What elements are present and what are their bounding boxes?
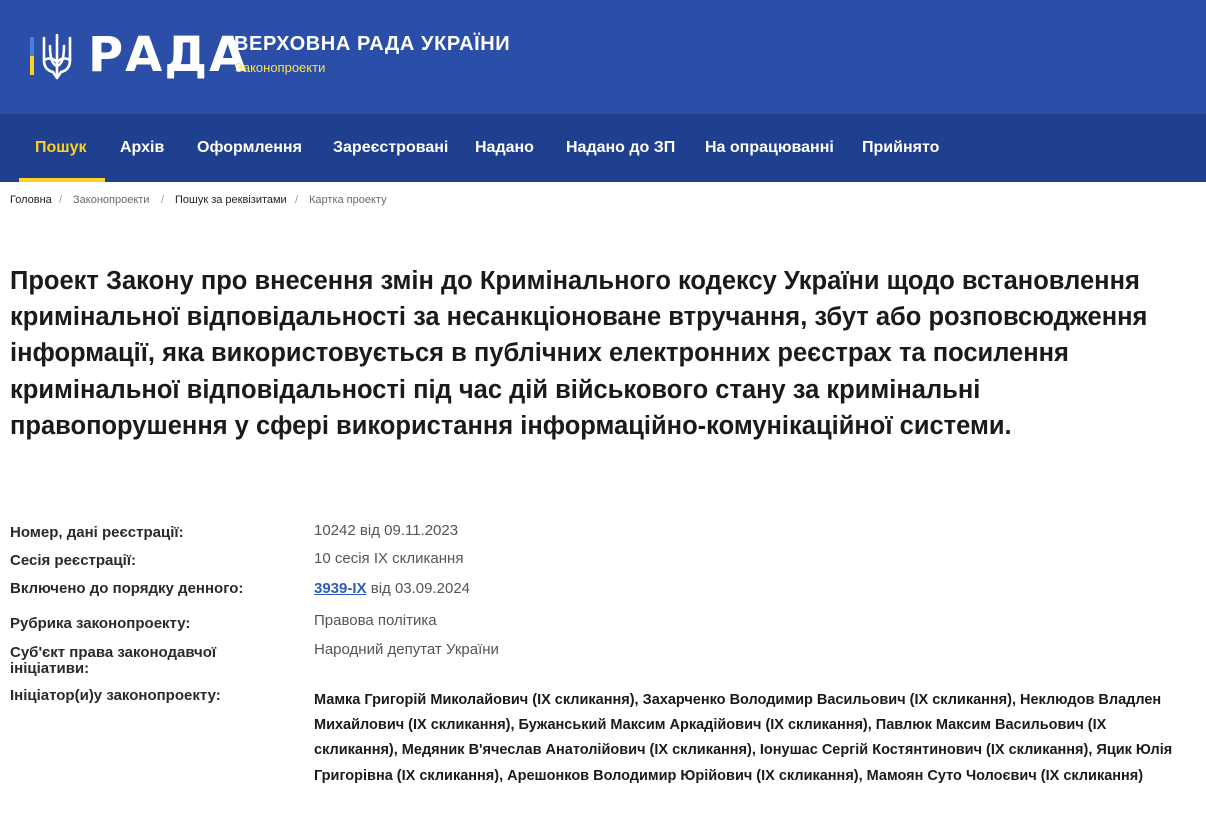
breadcrumb-home[interactable]: Головна [10, 194, 52, 206]
initiators-label: Ініціатор(и)у законопроекту: [10, 687, 221, 704]
breadcrumb-separator: / [161, 194, 165, 206]
breadcrumb-separator: / [295, 194, 299, 206]
flag-stripe [30, 37, 34, 75]
registration-connector: від [359, 522, 380, 539]
nav-item-adopted[interactable]: Прийнято [862, 139, 940, 156]
breadcrumb-separator: / [59, 194, 63, 206]
logo-text: РАДА [88, 27, 249, 83]
nav-item-submitted-to-zp[interactable]: Надано до ЗП [566, 139, 676, 156]
site-header [0, 0, 1206, 114]
agenda-resolution-link[interactable]: 3939-IX [314, 580, 367, 597]
rubric-label: Рубрика законопроекту: [10, 615, 191, 632]
nav-item-submitted[interactable]: Надано [475, 139, 534, 156]
trident-icon [39, 32, 75, 82]
rubric-value: Правова політика [314, 612, 437, 629]
agenda-connector: від [370, 580, 391, 597]
breadcrumb-bills[interactable]: Законопроекти [73, 194, 150, 206]
main-nav [0, 114, 1206, 182]
initiators-list: Мамка Григорій Миколайович (IX скликання), Захарченко Володимир Васильович (IX скликання), Неклюдов Владлен Михайлович (IX скликання), Бужанський Максим Аркадійович (IX скликання), Павлюк Максим Васильович (IX скликання), Медяник В'ячеслав Анатолійович (IX скликання), Іонушас Сергій Костянтинович (IX скликання), Яцик Юлія Григорівна (IX скликання), Арешонков Володимир Юрійович (IX скликання), Мамоян Суто Чолоєвич (IX скликання) [314, 692, 1173, 784]
agenda-label: Включено до порядку денного: [10, 580, 244, 597]
page-title: Проект Закону про внесення змін до Кримінального кодексу України щодо встановлення кримінальної відповідальності за несанкціоноване втручання, збут або розповсюдження інформації, яка використовується в публічних електронних реєстрах та посилення кримінальної відповідальності під час дій військового стану за кримінальні правопорушення у сфері використання інформаційно-комунікаційної системи. [10, 267, 1148, 440]
nav-item-archive[interactable]: Архів [120, 139, 165, 156]
registration-number: 10242 [314, 522, 356, 539]
nav-item-drafting[interactable]: Оформлення [197, 139, 302, 156]
site-subtitle[interactable]: Законопроекти [235, 60, 326, 75]
nav-item-in-processing[interactable]: На опрацюванні [705, 139, 834, 156]
site-title[interactable]: ВЕРХОВНА РАДА УКРАЇНИ [234, 33, 511, 55]
session-value: 10 сесія IX скликання [314, 550, 464, 567]
registration-label: Номер, дані реєстрації: [10, 524, 184, 541]
nav-active-indicator [19, 178, 105, 182]
nav-item-registered[interactable]: Зареєстровані [333, 139, 449, 156]
subject-label-line2: ініціативи: [10, 660, 90, 677]
breadcrumb-search[interactable]: Пошук за реквізитами [175, 194, 287, 206]
subject-label-line1: Суб'єкт права законодавчої [10, 644, 217, 661]
session-label: Сесія реєстрації: [10, 552, 136, 569]
subject-value: Народний депутат України [314, 641, 499, 658]
agenda-value [314, 580, 470, 598]
agenda-date: 03.09.2024 [394, 580, 471, 597]
registration-value [314, 522, 458, 540]
nav-item-search[interactable]: Пошук [35, 139, 87, 156]
breadcrumb-current: Картка проекту [309, 194, 387, 206]
registration-date: 09.11.2023 [384, 522, 459, 539]
